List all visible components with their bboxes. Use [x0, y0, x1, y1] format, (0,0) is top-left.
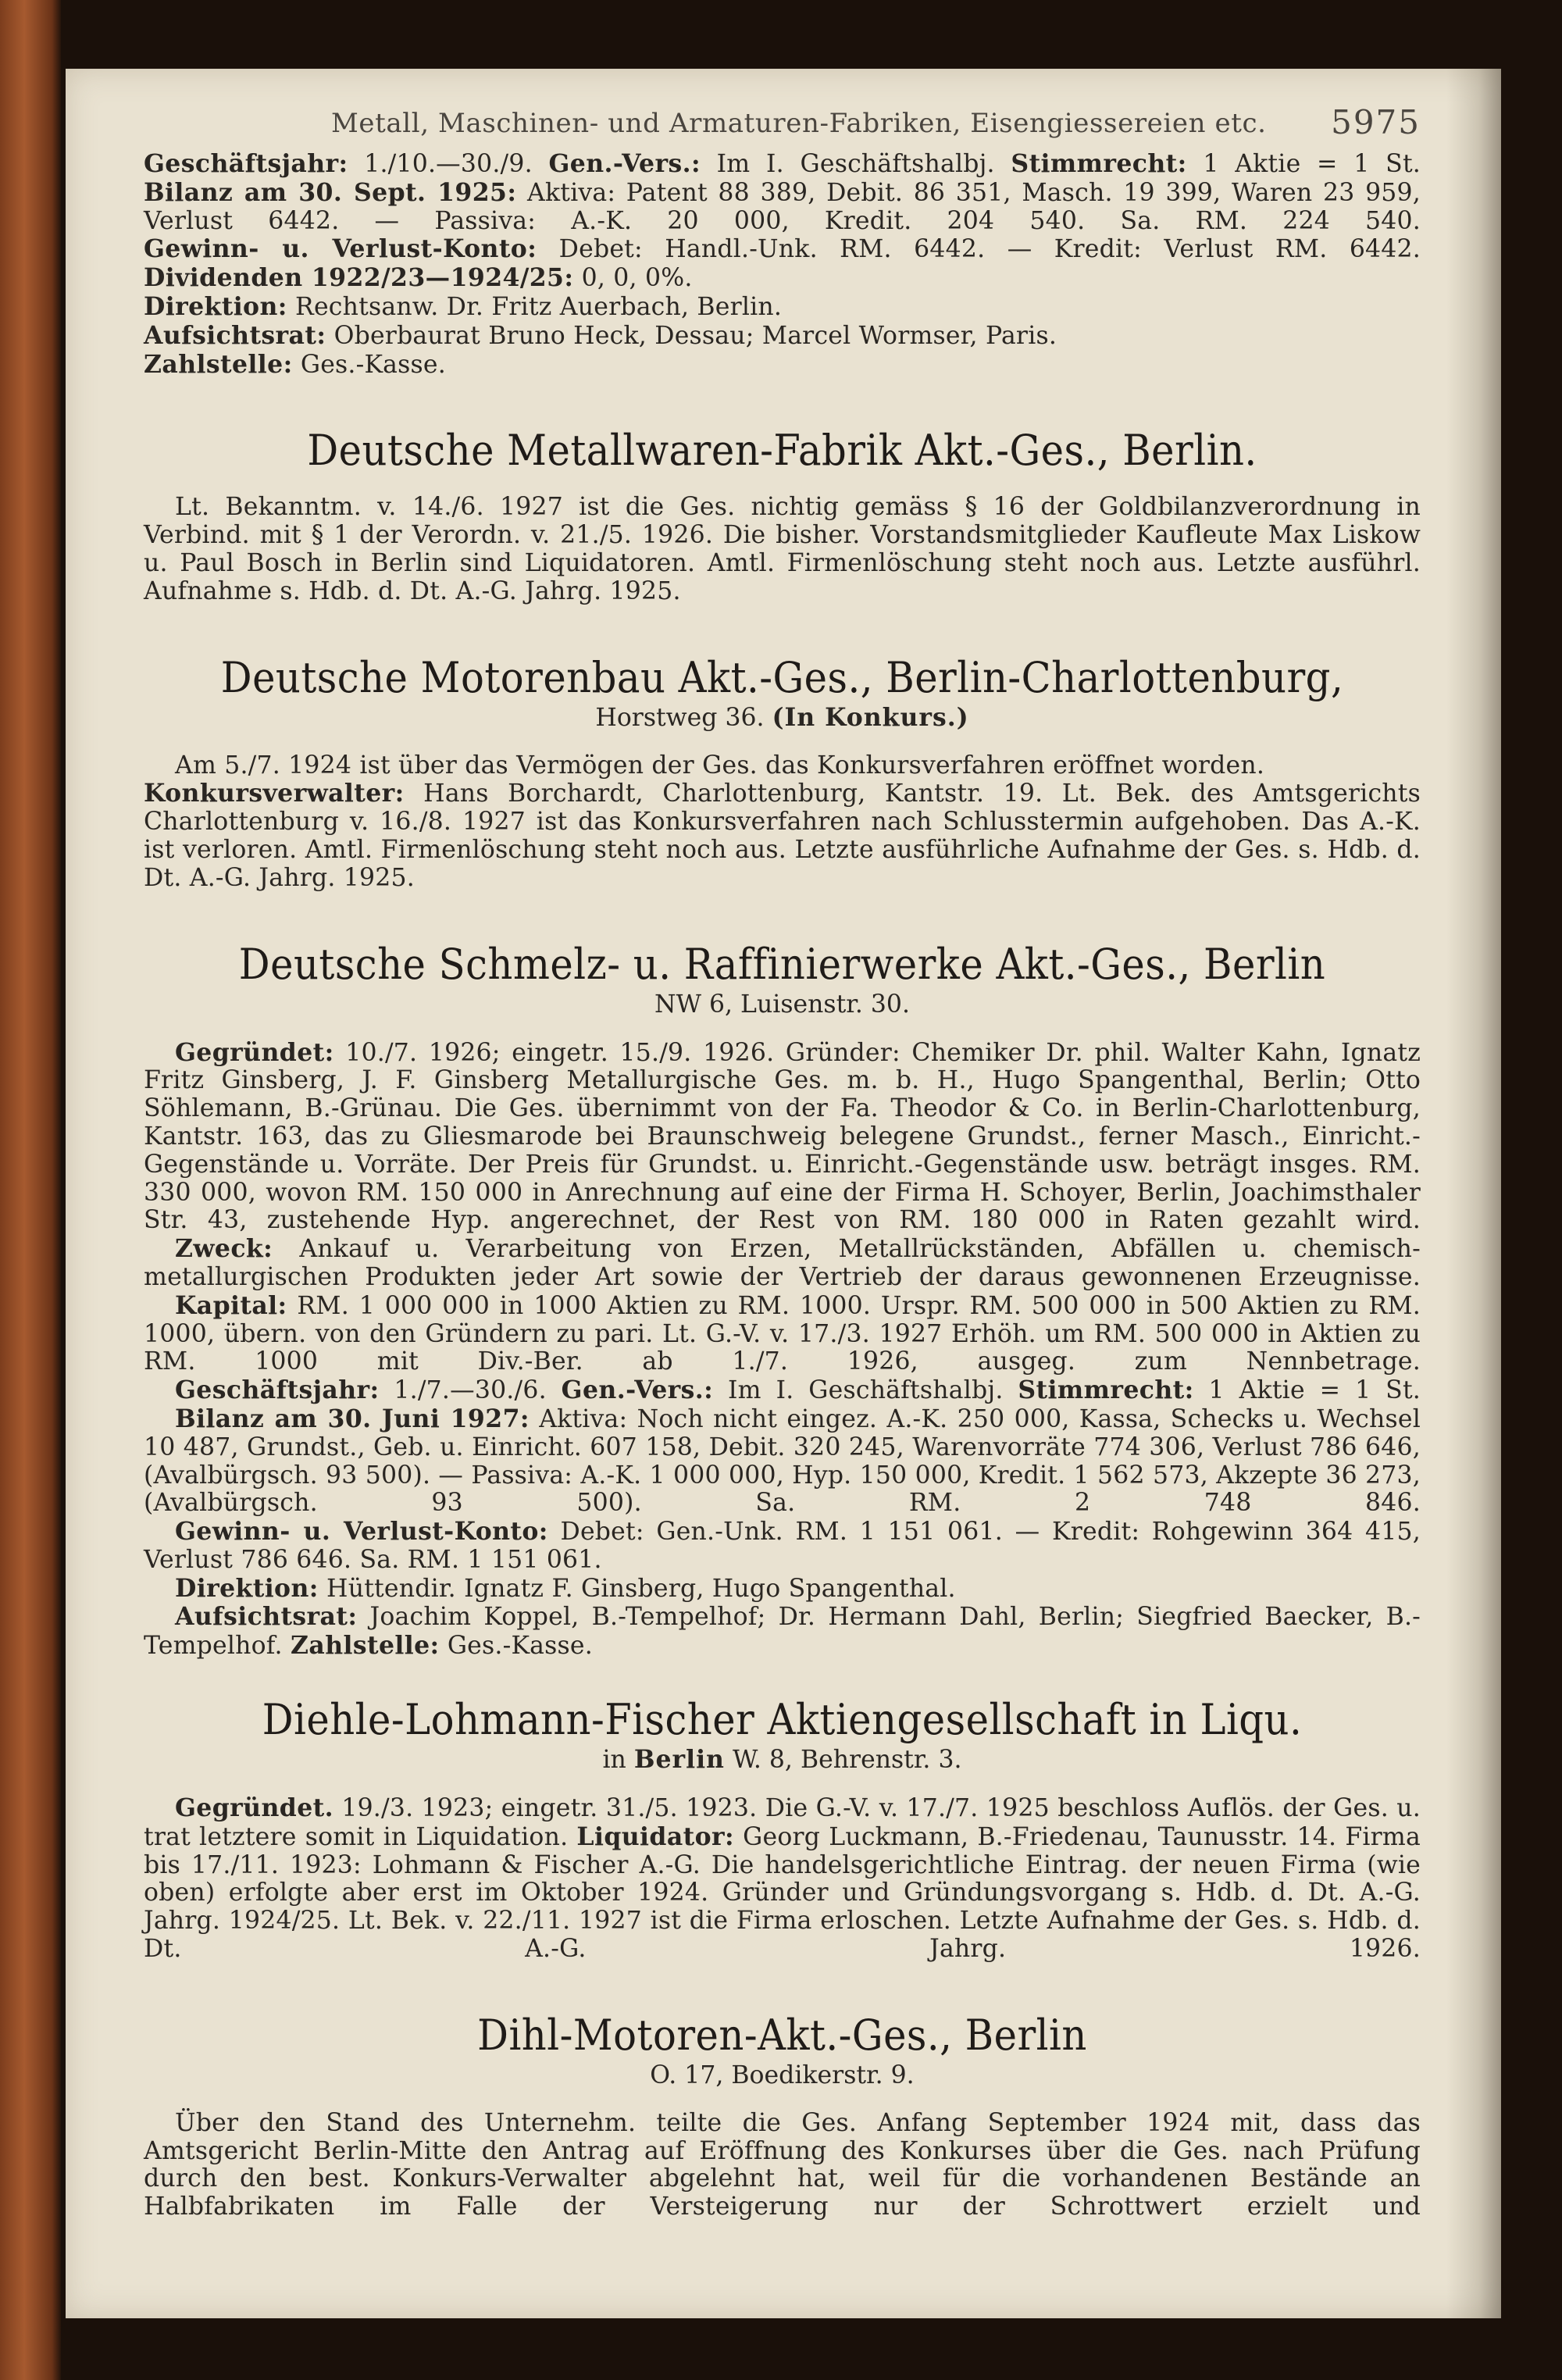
value: Joachim Koppel, B.-Tempelhof; Dr. Hermann Dahl, Berlin; Siegfried Baecker, B.-Tempelhof. [144, 1603, 1421, 1661]
label: Bilanz am 30. Sept. 1925: [144, 177, 517, 207]
value: 1 Aktie = 1 St. [1203, 150, 1421, 178]
value: 1./7.—30./6. [394, 1376, 547, 1405]
label: Geschäftsjahr: [175, 1376, 380, 1405]
value: Georg Luckmann, B.-Friedenau, Taunusstr. 14. Firma bis 17./11. 1923: Lohmann & Fischer A.-G. Die handelsgerichtliche Eintrag. der neuen Firma (wie oben) erfolgte aber erst im Oktober 1924. Gründer und Gründungsvorgang s. Hdb. d. Dt. A.-G. Jahrg. 1924/25. Lt. Bek. v. 22./11. 1927 ist die Firma erloschen. Letzte Aufnahme der Ges. s. Hdb. d. Dt. A.-G. Jahrg. 1926. [144, 1822, 1421, 1964]
zweck-paragraph [144, 1235, 1421, 1292]
entry-dihl-motoren [144, 2011, 1421, 2221]
guv-paragraph [144, 235, 1421, 264]
continued-entry [144, 150, 1421, 379]
entry-heading: Dihl-Motoren-Akt.-Ges., Berlin [477, 2010, 1087, 2060]
value: Aktiva: Noch nicht eingez. A.-K. 250 000, Kassa, Schecks u. Wechsel 10 487, Grundst., Geb. u. Einricht. 607 158, Debit. 320 245, Warenvorräte 774 306, Verlust 786 646, (Avalbürgsch. 93 500). — Passiva: A.-K. 1 000 000, Hyp. 150 000, Kredit. 1 562 573, Akzepte 36 273, (Avalbürgsch. 93 500). Sa. RM. 2 748 846. [144, 1404, 1421, 1518]
entry-address [144, 1744, 1421, 1775]
running-head [144, 92, 1421, 150]
value: Debet: Handl.-Unk. RM. 6442. — Kredit: Verlust RM. 6442. [558, 235, 1421, 264]
value: Aktiva: Patent 88 389, Debit. 86 351, Masch. 19 399, Waren 23 959, Verlust 6442. — Passiva: A.-K. 20 000, Kredit. 204 540. Sa. RM. 224 540. [144, 178, 1421, 235]
entry-deutsche-motorenbau [144, 653, 1421, 893]
aufsichtsrat-paragraph [144, 1603, 1421, 1661]
konkurs-note: (In Konkurs.) [772, 702, 969, 732]
address-street: W. 8, Behrenstr. 3. [732, 1746, 962, 1775]
value: Im I. Geschäftshalbj. [716, 150, 995, 178]
entry-diehle-lohmann-fischer [144, 1695, 1421, 1964]
entry-address [144, 702, 1421, 733]
bilanz-paragraph [144, 1405, 1421, 1518]
label: Geschäftsjahr: [144, 149, 348, 178]
entry-deutsche-metallwaren [144, 426, 1421, 605]
gegruendet-paragraph [144, 1794, 1421, 1964]
page-content [144, 92, 1421, 2221]
value: Hans Borchardt, Charlottenburg, Kantstr. 19. Lt. Bek. des Amtsgerichts Charlottenburg v. 16./8. 1927 ist das Konkursverfahren nach Schlusstermin aufgehoben. Das A.-K. ist verloren. Amtl. Firmenlöschung steht noch aus. Letzte ausführliche Aufnahme der Ges. s. Hdb. d. Dt. A.-G. Jahrg. 1925. [144, 780, 1421, 892]
value: Hüttendir. Ignatz F. Ginsberg, Hugo Spangenthal. [326, 1574, 956, 1603]
label: Gen.-Vers.: [561, 1376, 714, 1405]
entry-heading: Deutsche Metallwaren-Fabrik Akt.-Ges., Berlin. [307, 426, 1257, 476]
konkursverwalter-paragraph [144, 780, 1421, 892]
geschaeftsjahr-line [144, 150, 1421, 179]
konkurs-paragraph: Am 5./7. 1924 ist über das Vermögen der Ges. das Konkursverfahren eröffnet worden. [175, 751, 1265, 780]
label: Liquidator: [576, 1822, 735, 1851]
label: Dividenden 1922/23—1924/25: [144, 263, 574, 293]
label: Gewinn- u. Verlust-Konto: [175, 1517, 548, 1547]
value: 1./10.—30./9. [364, 150, 533, 178]
running-head-title: Metall, Maschinen- und Armaturen-Fabriken, Eisengiessereien etc. [331, 108, 1267, 139]
direktion-line [144, 293, 1421, 322]
value: Debet: Gen.-Unk. RM. 1 151 061. — Kredit: Rohgewinn 364 415, Verlust 786 646. Sa. RM. 1 151 061. [144, 1518, 1421, 1574]
page-number: 5975 [1331, 103, 1421, 141]
label: Direktion: [175, 1573, 319, 1603]
value: 0, 0, 0%. [581, 264, 693, 293]
aufsichtsrat-line [144, 322, 1421, 351]
entry-address: NW 6, Luisenstr. 30. [654, 990, 910, 1019]
label: Bilanz am 30. Juni 1927: [175, 1404, 530, 1433]
bilanz-paragraph [144, 179, 1421, 236]
gegruendet-paragraph [144, 1039, 1421, 1236]
page [66, 69, 1501, 2318]
zahlstelle-line [144, 351, 1421, 380]
address-city: Berlin [633, 1745, 725, 1775]
book-edge [0, 0, 61, 2380]
label: Kapital: [175, 1290, 287, 1320]
label: Aufsichtsrat: [175, 1602, 358, 1632]
value: Oberbaurat Bruno Heck, Dessau; Marcel Wormser, Paris. [333, 321, 1057, 350]
value: 19./3. 1923; eingetr. 31./5. 1923. Die G.-V. v. 17./7. 1925 beschloss Auflös. der Ges. u. trat letztere somit in Liquidation. [144, 1794, 1421, 1851]
entry-heading: Deutsche Schmelz- u. Raffinierwerke Akt.-Ges., Berlin [238, 939, 1326, 989]
entry-body: Lt. Bekanntm. v. 14./6. 1927 ist die Ges. nichtig gemäss § 16 der Goldbilanzverordnung in Verbind. mit § 1 der Verordn. v. 21./5. 1926. Die bisher. Vorstandsmitglieder Kaufleute Max Liskow u. Paul Bosch in Berlin sind Liquidatoren. Amtl. Firmenlöschung steht noch aus. Letzte ausführl. Aufnahme s. Hdb. d. Dt. A.-G. Jahrg. 1925. [144, 493, 1421, 605]
value: Im I. Geschäftshalbj. [728, 1376, 1004, 1405]
dividenden-line [144, 264, 1421, 293]
value: Ges.-Kasse. [300, 350, 446, 379]
label: Gegründet. [175, 1793, 333, 1823]
entry-body: Über den Stand des Unternehm. teilte die Ges. Anfang September 1924 mit, dass das Amtsgericht Berlin-Mitte den Antrag auf Eröffnung des Konkurses über die Ges. nach Prüfung durch den best. Konkurs-Verwalter abgelehnt hat, weil für die vorhandenen Bestände an Halbfabrikaten im Falle der Versteigerung nur der Schrottwert erzielt und [144, 2108, 1421, 2221]
guv-paragraph [144, 1518, 1421, 1575]
value: RM. 1 000 000 in 1000 Aktien zu RM. 1000. Urspr. RM. 500 000 in 500 Aktien zu RM. 1000, übern. von den Gründern zu pari. Lt. G.-V. v. 17./3. 1927 Erhöh. um RM. 500 000 in Aktien zu RM. 1000 mit Div.-Ber. ab 1./7. 1926, ausgeg. zum Nennbetrage. [144, 1291, 1421, 1376]
value: Ges.-Kasse. [447, 1632, 593, 1661]
value: 1 Aktie = 1 St. [1208, 1376, 1421, 1405]
address-text: Horstweg 36. [595, 703, 765, 732]
value: Ankauf u. Verarbeitung von Erzen, Metallrückständen, Abfällen u. chemisch-metallurgischen Produkten jeder Art sowie der Vertrieb der daraus gewonnenen Erzeugnisse. [144, 1235, 1421, 1291]
label: Direktion: [144, 291, 287, 321]
label: Stimmrecht: [1011, 149, 1187, 178]
kapital-paragraph [144, 1292, 1421, 1376]
geschaeftsjahr-line [144, 1376, 1421, 1405]
label: Gegründet: [175, 1037, 334, 1067]
direktion-line [144, 1575, 1421, 1604]
binding-shadow [1446, 69, 1501, 2318]
value: 10./7. 1926; eingetr. 15./9. 1926. Gründer: Chemiker Dr. phil. Walter Kahn, Ignatz Fritz Ginsberg, J. F. Ginsberg Metallurgische Ges. m. b. H., Hugo Spangenthal, Berlin; Otto Söhlemann, B.-Grünau. Die Ges. übernimmt von der Fa. Theodor & Co. in Berlin-Charlottenburg, Kantstr. 163, das zu Gliesmarode bei Braunschweig belegene Grundst., ferner Masch., Einricht.-Gegenstände u. Vorräte. Der Preis für Grundst. u. Einricht.-Gegenstände usw. beträgt insges. RM. 330 000, wovon RM. 150 000 in Anrechnung auf eine der Firma H. Schoyer, Berlin, Joachimsthaler Str. 43, zustehende Hyp. angerechnet, der Rest von RM. 180 000 in Raten gezahlt wird. [144, 1038, 1421, 1235]
label: Stimmrecht: [1018, 1376, 1194, 1405]
entry-heading: Diehle-Lohmann-Fischer Aktiengesellschaft in Liqu. [262, 1695, 1303, 1745]
label: Gen.-Vers.: [548, 149, 701, 178]
address-prefix: in [602, 1746, 626, 1775]
label: Zahlstelle: [144, 349, 293, 379]
label: Zahlstelle: [290, 1631, 440, 1661]
value: Rechtsanw. Dr. Fritz Auerbach, Berlin. [295, 292, 783, 321]
label: Gewinn- u. Verlust-Konto: [144, 234, 537, 264]
label: Aufsichtsrat: [144, 320, 326, 350]
entry-deutsche-schmelz [144, 940, 1421, 1661]
label: Konkursverwalter: [144, 779, 405, 808]
label: Zweck: [175, 1234, 273, 1264]
entry-heading: Deutsche Motorenbau Akt.-Ges., Berlin-Charlottenburg, [220, 652, 1344, 702]
entry-address: O. 17, Boedikerstr. 9. [650, 2061, 915, 2089]
